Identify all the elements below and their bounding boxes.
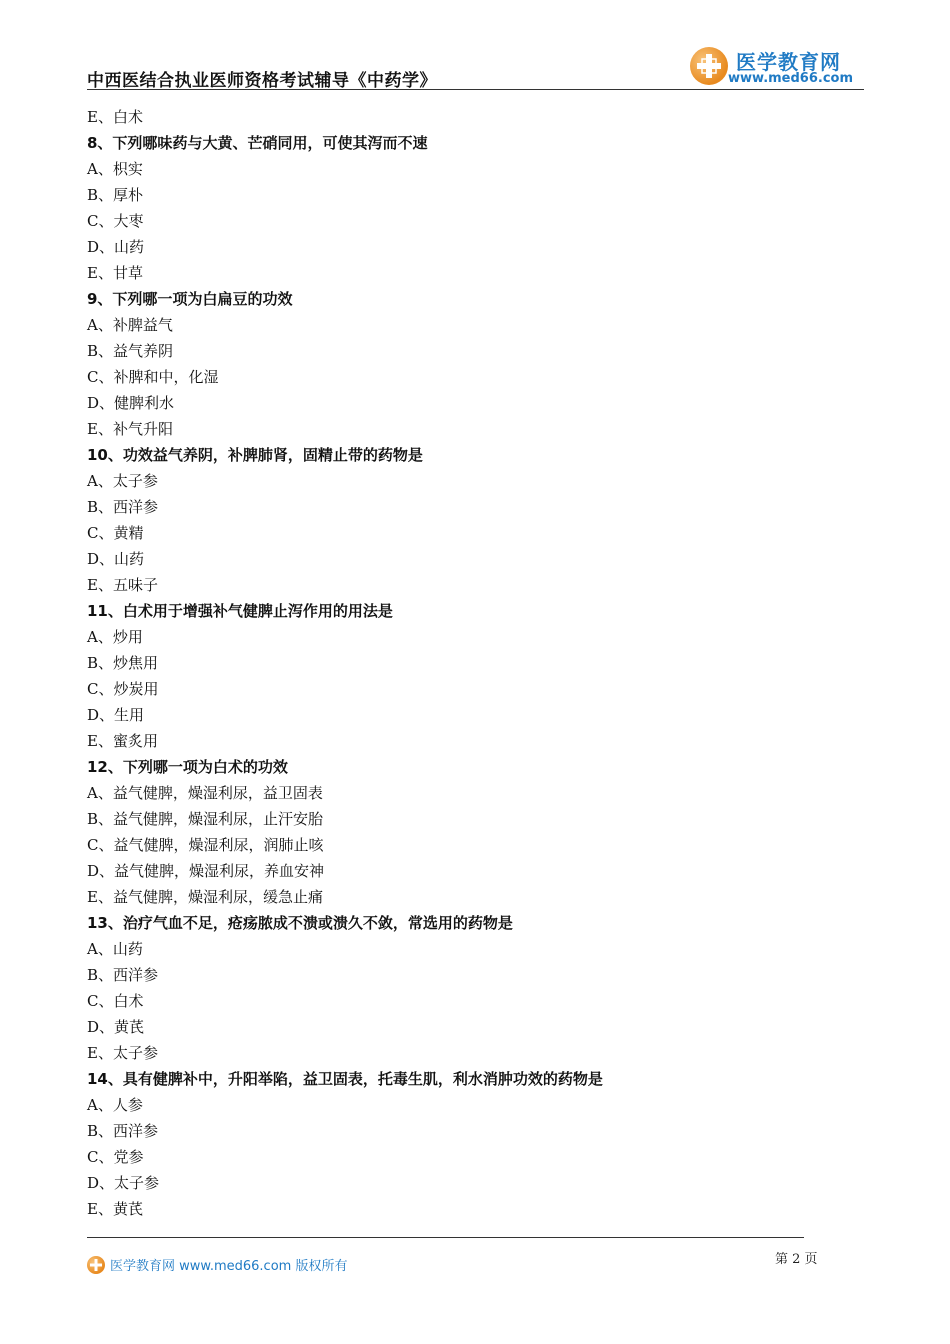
page-number: 第 2 页: [775, 1252, 818, 1267]
answer-option: B、西洋参: [87, 1122, 159, 1140]
answer-option: A、炒用: [87, 628, 143, 646]
answer-option: B、西洋参: [87, 498, 159, 516]
answer-option: C、大枣: [87, 212, 144, 230]
answer-option: A、太子参: [87, 472, 158, 490]
answer-option: B、益气健脾，燥湿利尿，止汗安胎: [87, 810, 324, 828]
answer-option: E、益气健脾，燥湿利尿，缓急止痛: [87, 888, 323, 906]
answer-option: E、黄芪: [87, 1200, 143, 1218]
answer-option: A、枳实: [87, 160, 143, 178]
question-stem: 9、下列哪一项为白扁豆的功效: [87, 290, 293, 308]
question-list: [87, 104, 847, 1222]
answer-option: E、甘草: [87, 264, 143, 282]
answer-option: C、补脾和中，化湿: [87, 368, 219, 386]
question-stem: 11、白术用于增强补气健脾止泻作用的用法是: [87, 602, 393, 620]
document-header-title: 中西医结合执业医师资格考试辅导《中药学》: [87, 71, 437, 91]
answer-option: C、炒炭用: [87, 680, 159, 698]
answer-option: B、西洋参: [87, 966, 159, 984]
question-stem: 14、具有健脾补中，升阳举陷，益卫固表，托毒生肌，利水消肿功效的药物是: [87, 1070, 603, 1088]
answer-option: E、蜜炙用: [87, 732, 158, 750]
answer-option: A、人参: [87, 1096, 143, 1114]
answer-option: B、益气养阴: [87, 342, 174, 360]
answer-option: C、黄精: [87, 524, 144, 542]
answer-option: E、太子参: [87, 1044, 158, 1062]
answer-option: A、山药: [87, 940, 143, 958]
answer-option: D、太子参: [87, 1174, 160, 1192]
answer-option: C、益气健脾，燥湿利尿，润肺止咳: [87, 836, 324, 854]
answer-option: E、补气升阳: [87, 420, 173, 438]
footer-divider: [87, 1237, 804, 1238]
answer-option: B、炒焦用: [87, 654, 159, 672]
answer-option: E、五味子: [87, 576, 158, 594]
question-stem: 12、下列哪一项为白术的功效: [87, 758, 288, 776]
site-logo[interactable]: [690, 44, 870, 90]
answer-option: A、补脾益气: [87, 316, 173, 334]
answer-option: B、厚朴: [87, 186, 144, 204]
answer-option: D、山药: [87, 550, 145, 568]
logo-name: 医学教育网: [736, 50, 841, 74]
question-stem: 10、功效益气养阴，补脾肺肾，固精止带的药物是: [87, 446, 423, 464]
answer-option: D、生用: [87, 706, 145, 724]
answer-option: C、党参: [87, 1148, 144, 1166]
logo-url[interactable]: www.med66.com: [728, 71, 854, 86]
answer-option: E、白术: [87, 108, 143, 126]
question-stem: 13、治疗气血不足，疮疡脓成不溃或溃久不敛，常选用的药物是: [87, 914, 513, 932]
answer-option: D、健脾利水: [87, 394, 175, 412]
header-divider: [87, 89, 864, 90]
question-stem: 8、下列哪味药与大黄、芒硝同用，可使其泻而不速: [87, 134, 428, 152]
answer-option: A、益气健脾，燥湿利尿，益卫固表: [87, 784, 323, 802]
answer-option: D、黄芪: [87, 1018, 145, 1036]
answer-option: D、益气健脾，燥湿利尿，养血安神: [87, 862, 325, 880]
footer-cross-icon: [87, 1256, 105, 1274]
footer-copyright: 医学教育网 www.med66.com 版权所有: [110, 1259, 348, 1274]
medical-cross-circle-icon: [690, 47, 728, 85]
answer-option: D、山药: [87, 238, 145, 256]
answer-option: C、白术: [87, 992, 144, 1010]
